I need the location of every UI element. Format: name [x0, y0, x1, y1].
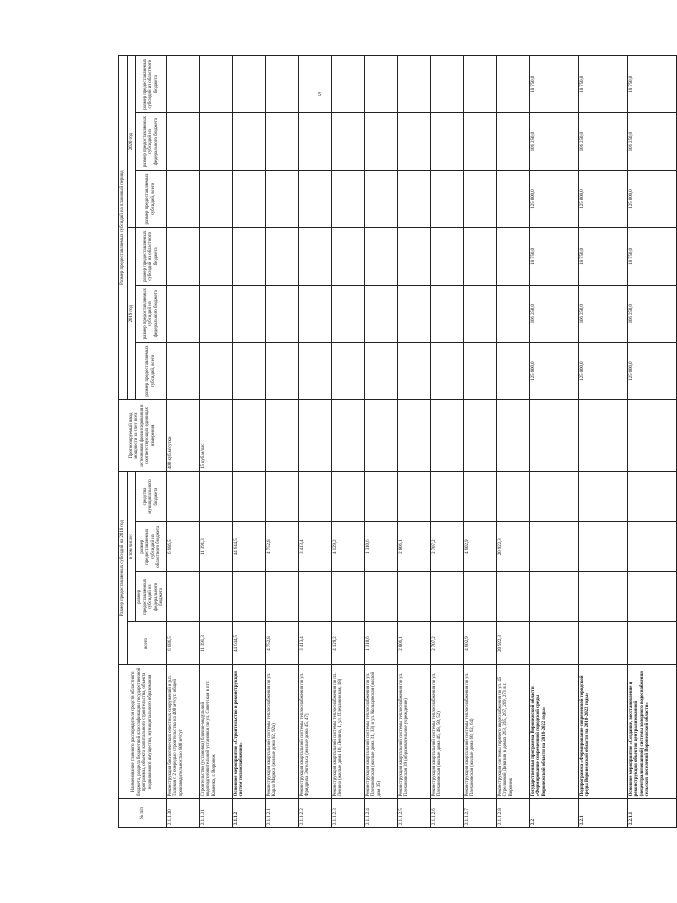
cell-t20: 125 000,0	[627, 170, 676, 227]
cell-r19	[199, 228, 232, 285]
cell-name: Реконструкция квартальной системы теплоснабжения по ул. Плехановская (жилые дома 60, 62, 64)	[463, 665, 496, 799]
cell-cap	[232, 400, 265, 472]
cell-reg: 6 686,5	[166, 522, 199, 572]
cell-total: 6 686,5	[166, 622, 199, 665]
cell-t19	[298, 342, 331, 399]
cell-cap	[430, 400, 463, 472]
cell-fed	[331, 572, 364, 622]
cell-reg: 44 644,5	[232, 522, 265, 572]
header-2020: 2020 год	[127, 56, 136, 228]
cell-reg: 4 129,2	[331, 522, 364, 572]
cell-total: 4 752,8	[265, 622, 298, 665]
cell-reg	[578, 522, 627, 572]
cell-cap	[627, 400, 676, 472]
cell-mun	[232, 471, 265, 521]
cell-f19	[463, 285, 496, 342]
cell-reg: 3 413,4	[298, 522, 331, 572]
cell-f19	[298, 285, 331, 342]
cell-total: 20 922,3	[496, 622, 529, 665]
cell-name: Реконструкция квартальной системы теплоснабжения по ул. Карла Маркса (жилые дома 92, 92а)	[265, 665, 298, 799]
cell-name: Реконструкция квартальной системы теплоснабжения по ул. Плехановская (жилые дома 31, 33) и ул. Кольцовская (жилой дом 35)	[364, 665, 397, 799]
cell-r20	[232, 56, 265, 113]
cell-mun	[265, 471, 298, 521]
cell-no: 2.2.1	[578, 799, 627, 828]
cell-f19	[265, 285, 298, 342]
cell-f19: 106 250,0	[578, 285, 627, 342]
table-row	[199, 56, 232, 828]
cell-total: 11 391,3	[199, 622, 232, 665]
cell-t20	[166, 170, 199, 227]
cell-mun	[529, 471, 578, 521]
header-2020-total: размер предоставляемых субсидий, всего	[136, 170, 167, 227]
cell-t19	[364, 342, 397, 399]
cell-r20	[364, 56, 397, 113]
cell-total: 1 310,6	[364, 622, 397, 665]
cell-t19: 125 000,0	[627, 342, 676, 399]
cell-total	[627, 622, 676, 665]
cell-t19: 125 000,0	[578, 342, 627, 399]
cell-t19	[199, 342, 232, 399]
cell-t20	[232, 170, 265, 227]
cell-r19	[166, 228, 199, 285]
cell-no: 2.2.1.1	[627, 799, 676, 828]
cell-total: 44 644,5	[232, 622, 265, 665]
cell-no: 2.1.1.31	[199, 799, 232, 828]
cell-f20: 106 250,0	[627, 113, 676, 170]
table-row	[364, 56, 397, 828]
cell-r20: 18 750,0	[529, 56, 578, 113]
table-body	[166, 56, 676, 828]
cell-cap	[578, 400, 627, 472]
cell-r19	[298, 228, 331, 285]
header-no: № п/п	[119, 799, 167, 828]
cell-f20	[265, 113, 298, 170]
cell-r20	[331, 56, 364, 113]
cell-t20	[463, 170, 496, 227]
cell-r20	[430, 56, 463, 113]
cell-cap: 15 куб.м/час	[199, 400, 232, 472]
cell-t20: 125 000,0	[529, 170, 578, 227]
cell-total: 4 129,2	[331, 622, 364, 665]
cell-reg	[627, 522, 676, 572]
cell-f20	[430, 113, 463, 170]
cell-total: 3 413,4	[298, 622, 331, 665]
cell-cap	[397, 400, 430, 472]
cell-fed	[397, 572, 430, 622]
cell-fed	[199, 572, 232, 622]
cell-name: Государственная программа Воронежской области «Формирование современной городской среды Воронежской области на 2018-2022 годы»	[529, 665, 578, 799]
cell-reg: 1 310,6	[364, 522, 397, 572]
cell-f20	[364, 113, 397, 170]
cell-total: 2 806,1	[397, 622, 430, 665]
cell-no: 2.1.1.2.1	[265, 799, 298, 828]
table-row	[627, 56, 676, 828]
cell-t19	[166, 342, 199, 399]
cell-total: 4 602,9	[463, 622, 496, 665]
cell-f19	[331, 285, 364, 342]
cell-mun	[364, 471, 397, 521]
cell-r19	[397, 228, 430, 285]
cell-fed	[529, 572, 578, 622]
cell-f19	[430, 285, 463, 342]
cell-t20	[496, 170, 529, 227]
cell-mun	[578, 471, 627, 521]
cell-r19: 18 750,0	[529, 228, 578, 285]
table-row	[496, 56, 529, 828]
cell-fed	[232, 572, 265, 622]
cell-fed	[298, 572, 331, 622]
cell-r19	[331, 228, 364, 285]
header-fed: размер предоставляемых субсидий из федерального бюджета	[136, 572, 167, 622]
header-reg: размер предоставляемых субсидий из областного бюджета	[136, 522, 167, 572]
cell-f19	[397, 285, 430, 342]
cell-cap	[265, 400, 298, 472]
cell-no: 2.1.1.2	[232, 799, 265, 828]
cell-no: 2.1.1.2.7	[463, 799, 496, 828]
cell-reg: 2 707,2	[430, 522, 463, 572]
cell-reg: 4 752,8	[265, 522, 298, 572]
table-row	[265, 56, 298, 828]
table-row	[397, 56, 430, 828]
cell-f19	[232, 285, 265, 342]
table-row	[529, 56, 578, 828]
cell-name: Строительство (установка) блочно-модульной водоподготовительной установки по ул. Советская в пгт. Каменка, г. Воронеж	[199, 665, 232, 799]
cell-no: 2.1.1.2.3	[331, 799, 364, 828]
cell-r20	[166, 56, 199, 113]
cell-cap	[529, 400, 578, 472]
cell-t19	[397, 342, 430, 399]
cell-reg: 4 602,9	[463, 522, 496, 572]
header-2019-total: размер предоставляемых субсидий, всего	[136, 342, 167, 399]
cell-fed	[166, 572, 199, 622]
cell-name: Реконструкция квартальной системы теплоснабжения по ул. Фридриха Энгельса (жилые дома 45, 47)	[298, 665, 331, 799]
cell-f20	[397, 113, 430, 170]
cell-f19	[199, 285, 232, 342]
cell-t20	[265, 170, 298, 227]
cell-t20	[364, 170, 397, 227]
table-row	[232, 56, 265, 828]
cell-t19	[463, 342, 496, 399]
cell-t19	[430, 342, 463, 399]
cell-mun	[331, 471, 364, 521]
cell-t20	[430, 170, 463, 227]
table-row	[578, 56, 627, 828]
cell-r19	[496, 228, 529, 285]
cell-fed	[496, 572, 529, 622]
header-planned: Размер предоставляемых субсидий на плановый период	[119, 56, 128, 400]
cell-cap	[496, 400, 529, 472]
cell-name: Реконструкция квартальной системы теплоснабжения по ул. Плехановская 39 (образовательное учреждение)	[397, 665, 430, 799]
cell-cap	[298, 400, 331, 472]
table-row	[331, 56, 364, 828]
cell-cap	[364, 400, 397, 472]
cell-r19: 18 750,0	[578, 228, 627, 285]
header-2019: 2019 год	[127, 228, 136, 400]
cell-total	[578, 622, 627, 665]
header-capacity: Прогнозируемый ввод мощности за счет всех источников финансирования в соответствующих единицах измерения	[119, 400, 167, 472]
cell-fed	[265, 572, 298, 622]
header-size-2018: Размер предоставляемых субсидий на 2018 год	[119, 471, 128, 665]
cell-t20: 125 000,0	[578, 170, 627, 227]
cell-t19	[331, 342, 364, 399]
table-row	[463, 56, 496, 828]
cell-f19	[496, 285, 529, 342]
cell-t19	[265, 342, 298, 399]
cell-t19: 125 000,0	[529, 342, 578, 399]
cell-r19	[463, 228, 496, 285]
cell-name: Реконструкция квартальной системы теплоснабжения по ул. Плехановская (жилые дома 46, 48, 50, 52)	[430, 665, 463, 799]
cell-t20	[199, 170, 232, 227]
cell-t20	[298, 170, 331, 227]
cell-r20	[496, 56, 529, 113]
cell-f20	[166, 113, 199, 170]
cell-r20	[463, 56, 496, 113]
cell-t20	[397, 170, 430, 227]
header-total: всего	[127, 622, 166, 665]
cell-no: 2.1.1.2.4	[364, 799, 397, 828]
cell-fed	[463, 572, 496, 622]
cell-f19	[166, 285, 199, 342]
cell-f20	[496, 113, 529, 170]
cell-reg: 11 391,3	[199, 522, 232, 572]
cell-t19	[232, 342, 265, 399]
rotated-table-page	[118, 55, 651, 828]
cell-fed	[627, 572, 676, 622]
cell-mun	[199, 471, 232, 521]
cell-name: Реконструкция квартальной системы теплоснабжения по пл. Ленина (жилые дома 10, Ленина, 1, ул. Плехановская, 18)	[331, 665, 364, 799]
cell-r20: 18 750,0	[578, 56, 627, 113]
header-2019-fed: размер предоставляемых субсидий из федерального бюджета	[136, 285, 167, 342]
cell-cap	[331, 400, 364, 472]
cell-f20	[232, 113, 265, 170]
cell-no: 2.1.1.2.6	[430, 799, 463, 828]
cell-reg	[529, 522, 578, 572]
cell-r19	[430, 228, 463, 285]
cell-cap	[463, 400, 496, 472]
cell-name: Реконструкция системы горячего водоснабжения по ул. 45 Стрелковой Дивизии в домах 263, 265, 267, 269, 271 в г. Воронеж	[496, 665, 529, 799]
cell-total	[529, 622, 578, 665]
cell-no: 2.1.1.2.5	[397, 799, 430, 828]
cell-mun	[298, 471, 331, 521]
subsidy-table	[118, 55, 677, 828]
cell-f19: 106 250,0	[627, 285, 676, 342]
header-name: Наименование главного распорядителя средств областного бюджета, раздела бюджетной классификации государственной программы, объекта капитального строительства, объекта недвижимого имущества, муниципального образования	[119, 665, 167, 799]
cell-mun	[463, 471, 496, 521]
cell-mun	[627, 471, 676, 521]
cell-r20	[397, 56, 430, 113]
cell-r19	[364, 228, 397, 285]
page-number: 5	[318, 92, 321, 98]
cell-r19	[232, 228, 265, 285]
cell-r20	[298, 56, 331, 113]
cell-total: 2 707,2	[430, 622, 463, 665]
cell-f20	[199, 113, 232, 170]
cell-mun	[166, 471, 199, 521]
cell-name: Подпрограмма «Формирование современной городской среды Воронежской области на 2018-2022 годы»	[578, 665, 627, 799]
table-row	[166, 56, 199, 828]
cell-reg: 20 922,3	[496, 522, 529, 572]
cell-no: 2.1.1.2.2	[298, 799, 331, 828]
cell-f19	[364, 285, 397, 342]
header-mun: средства муниципального бюджета	[136, 471, 167, 521]
cell-r19	[265, 228, 298, 285]
cell-mun	[430, 471, 463, 521]
cell-r20: 18 750,0	[627, 56, 676, 113]
cell-f20	[298, 113, 331, 170]
cell-r20	[265, 56, 298, 113]
cell-reg: 2 806,1	[397, 522, 430, 572]
cell-f20	[331, 113, 364, 170]
cell-f20: 106 250,0	[529, 113, 578, 170]
header-incl: в том числе:	[127, 471, 136, 622]
header-2020-fed: размер предоставляемых субсидий из федерального бюджета	[136, 113, 167, 170]
cell-f20: 106 250,0	[578, 113, 627, 170]
header-2020-reg: размер предоставляемых субсидий из областного бюджета	[136, 56, 167, 113]
table-row	[298, 56, 331, 828]
cell-fed	[364, 572, 397, 622]
table-row	[430, 56, 463, 828]
cell-no: 2.2	[529, 799, 578, 828]
cell-t20	[331, 170, 364, 227]
cell-r20	[199, 56, 232, 113]
header-2019-reg: размер предоставляемых субсидий из областного бюджета	[136, 228, 167, 285]
cell-name: Основное мероприятие «Строительство и реконструкция систем теплоснабжения»	[232, 665, 265, 799]
cell-r19: 18 750,0	[627, 228, 676, 285]
cell-name: Основное мероприятие «Создание, восстановление и реконструкция объектов централизованной (нецентрализованной) системы холодного водоснабжения сельских поселений Воронежской области»	[627, 665, 676, 799]
cell-fed	[578, 572, 627, 622]
cell-mun	[397, 471, 430, 521]
cell-no: 2.1.1.30	[166, 799, 199, 828]
cell-f19: 106 250,0	[529, 285, 578, 342]
cell-f20	[463, 113, 496, 170]
cell-t19	[496, 342, 529, 399]
cell-mun	[496, 471, 529, 521]
cell-cap: 400 куб.м/сутки	[166, 400, 199, 472]
cell-name: Реконструкция биологических очистных сооружений в р.п. Таловая с 2 очередью строительства на 400 м³/сут. общей производительностью 800 м³/сут	[166, 665, 199, 799]
cell-no: 2.1.1.2.8	[496, 799, 529, 828]
cell-fed	[430, 572, 463, 622]
